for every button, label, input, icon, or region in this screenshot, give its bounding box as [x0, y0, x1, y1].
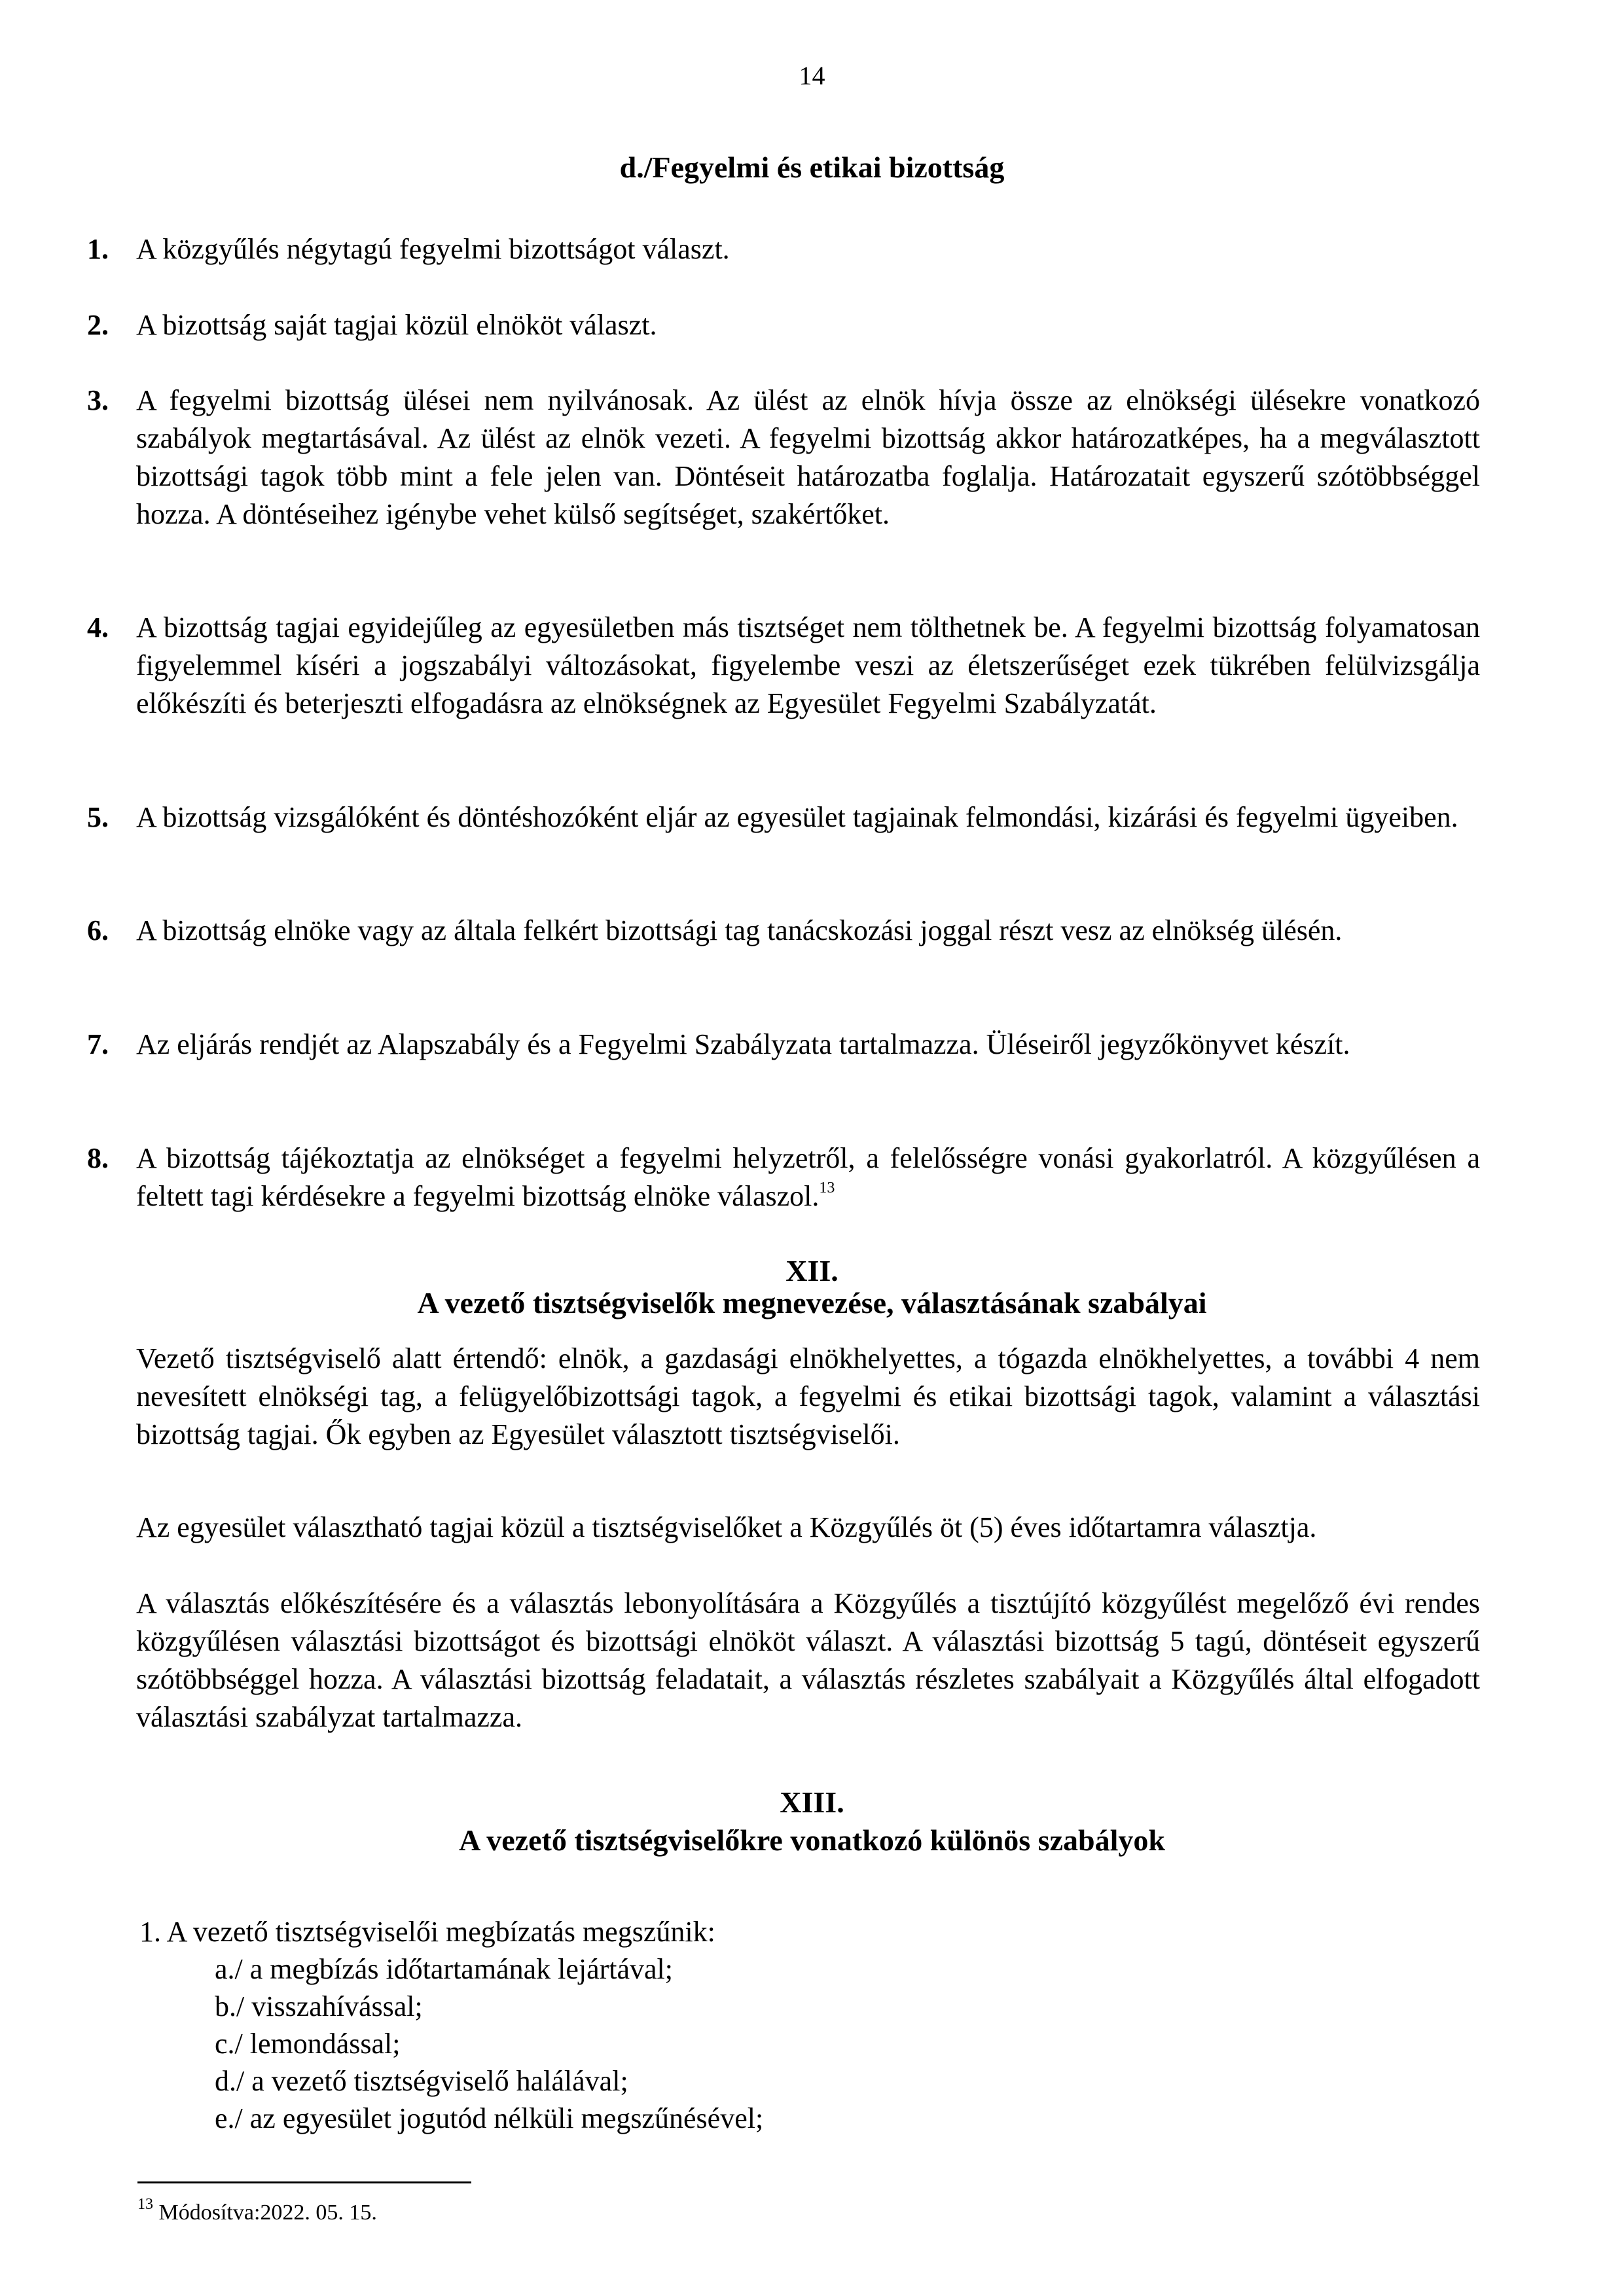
list-item [87, 1139, 1480, 1215]
chapter-title-xii: A vezető tisztségviselők megnevezése, választásának szabályai [417, 1286, 1207, 1319]
paragraph: Az egyesület választható tagjai közül a tisztségviselőket a Közgyűlés öt (5) éves időtartamra választja. [136, 1511, 1317, 1543]
termination-list [139, 1913, 1449, 2137]
footnote-text: Módosítva:2022. 05. 15. [153, 2200, 377, 2225]
list-subitem: e./ az egyesület jogutód nélküli megszűnésével; [215, 2102, 764, 2134]
footnote-marker: 13 [137, 2195, 153, 2213]
list-subitem: b./ visszahívással; [215, 1990, 423, 2022]
list-item [87, 306, 1480, 344]
item-text: A bizottság tagjai egyidejűleg az egyesületben más tisztséget nem tölthetnek be. A fegyelmi bizottság folyamatosan figyelemmel kíséri a jogszabályi változásokat, figyelembe veszi az életszerűséget ezek tükrében felülvizsgálja előkészíti és beterjeszti elfogadásra az elnökségnek az Egyesület Fegyelmi Szabályzatát. [136, 611, 1480, 719]
item-number: 6. [87, 914, 109, 946]
list-item [87, 609, 1480, 723]
item-number: 1. [87, 233, 109, 265]
paragraph: A választás előkészítésére és a választás lebonyolítására a Közgyűlés a tisztújító közgyűlést megelőző évi rendes közgyűlésen választási bizottságot és bizottsági elnököt választ. A választási bizottság 5 tagú, döntéseit egyszerű szótöbbséggel hozza. A választási bizottság feladatait, a választás részletes szabályait a Közgyűlés által elfogadott választási szabályzat tartalmazza. [136, 1587, 1480, 1733]
section-heading-d: d./Fegyelmi és etikai bizottság [619, 151, 1005, 184]
item-text: A közgyűlés négytagú fegyelmi bizottságot választ. [136, 233, 730, 265]
footnote-reference: 13 [819, 1179, 835, 1197]
list-subitem: a./ a megbízás időtartamának lejártával; [215, 1953, 674, 1985]
item-text: A bizottság elnöke vagy az általa felkért bizottsági tag tanácskozási joggal részt vesz az elnökség ülésén. [136, 914, 1343, 946]
item-number: 4. [87, 611, 109, 643]
item-text: A fegyelmi bizottság ülései nem nyilvánosak. Az ülést az elnök hívja össze az elnökségi ülésekre vonatkozó szabályok megtartásával. Az ülést az elnök vezeti. A fegyelmi bizottság akkor határozatképes, ha a megválasztott bizottsági tagok több mint a fele jelen van. Döntéseit határozatba foglalja. Határozatait egyszerű szótöbbséggel hozza. A döntéseihez igénybe vehet külső segítséget, szakértőket. [136, 384, 1480, 530]
item-text [136, 1139, 1480, 1215]
list-item [87, 382, 1480, 533]
footnote-separator [137, 2181, 471, 2183]
list-subitem: d./ a vezető tisztségviselő halálával; [215, 2065, 628, 2097]
chapter-number-xiii: XIII. [780, 1785, 844, 1819]
list-item [87, 912, 1480, 950]
item-text: Az eljárás rendjét az Alapszabály és a Fegyelmi Szabályzata tartalmazza. Üléseiről jegyzőkönyvet készít. [136, 1028, 1350, 1060]
list-item: 1. A vezető tisztségviselői megbízatás megszűnik: [139, 1916, 715, 1948]
list-subitem: c./ lemondással; [215, 2028, 401, 2060]
chapter-title-xiii: A vezető tisztségviselőkre vonatkozó különös szabályok [459, 1823, 1165, 1857]
item-text: A bizottság saját tagjai közül elnököt választ. [136, 309, 657, 341]
page-number: 14 [799, 61, 825, 90]
item-text-body: A bizottság tájékoztatja az elnökséget a fegyelmi helyzetről, a felelősségre vonási gyakorlatról. A közgyűlésen a feltett tagi kérdésekre a fegyelmi bizottság elnöke válaszol. [136, 1142, 1480, 1212]
list-item [87, 1026, 1480, 1064]
list-item [87, 230, 1480, 268]
item-number: 3. [87, 384, 109, 416]
item-number: 5. [87, 801, 109, 833]
item-number: 8. [87, 1142, 109, 1174]
list-item [87, 798, 1480, 836]
item-number: 2. [87, 309, 109, 341]
item-text: A bizottság vizsgálóként és döntéshozóként eljár az egyesület tagjainak felmondási, kizárási és fegyelmi ügyeiben. [136, 801, 1458, 833]
paragraph: Vezető tisztségviselő alatt értendő: elnök, a gazdasági elnökhelyettes, a tógazda elnökhelyettes, a további 4 nem nevesített elnökségi tag, a felügyelőbizottsági tagok, a fegyelmi és etikai bizottsági tagok, valamint a választási bizottság tagjai. Ők egyben az Egyesület választott tisztségviselői. [136, 1342, 1480, 1450]
footnote [137, 2195, 377, 2227]
chapter-number-xii: XII. [785, 1254, 839, 1287]
item-number: 7. [87, 1028, 109, 1060]
